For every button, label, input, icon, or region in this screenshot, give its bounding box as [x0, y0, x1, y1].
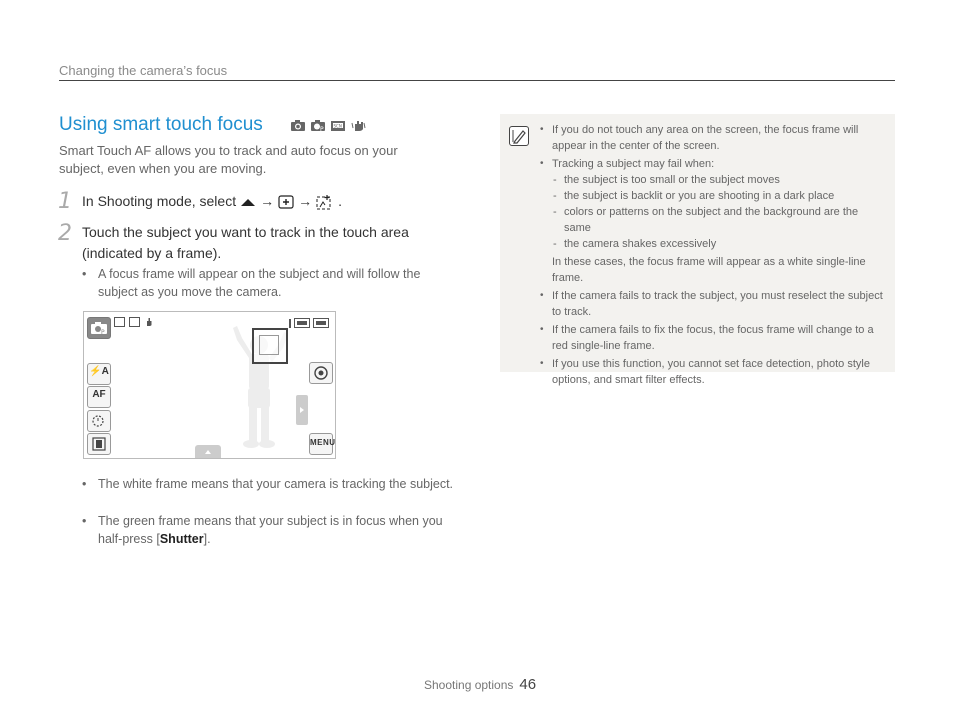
shutter-key: Shutter: [159, 532, 204, 546]
dual-is-icon: [350, 119, 366, 132]
svg-text:SCN: SCN: [333, 123, 342, 129]
note-item: • If the camera fails to track the subject, you must reselect the subject to track.: [540, 290, 883, 318]
af-button[interactable]: [87, 386, 111, 408]
step-2-text: Touch the subject you want to track in the touch area (indicated by a frame).: [82, 224, 409, 261]
step-1-arrow-1: →: [260, 193, 275, 209]
size-icon: [114, 317, 125, 327]
footer-label: Shooting options: [424, 678, 514, 692]
program-icon: [310, 119, 326, 132]
intro-text: Smart Touch AF allows you to track and auto focus on your subject, even when you are moving.: [59, 143, 398, 176]
card-indicator-icon: [289, 319, 291, 328]
note-item: • Tracking a subject may fail when: - the subject is too small or the subject moves - the subject is backlit or you are shooting in a dark place - colors or patterns on the subject and the background are the same - the camera shakes excessively In these cases, the focus frame will appear as a white single-line frame.: [538, 156, 886, 286]
white-frame-text: The white frame means that your camera is tracking the subject.: [98, 477, 454, 491]
step-number-1: 1: [58, 189, 72, 214]
menu-button[interactable]: [309, 433, 336, 455]
note-box: [500, 114, 895, 386]
smart-filter-button[interactable]: [309, 362, 333, 384]
chevron-up-icon: [195, 445, 221, 458]
breadcrumb: Changing the camera’s focus: [59, 63, 228, 78]
step-1-arrow-2: →: [298, 193, 313, 209]
note-sub-item: - colors or patterns on the subject and the background are the same: [553, 206, 859, 234]
note-item: • If you use this function, you cannot set face detection, photo style options, and smart filter effects.: [540, 358, 870, 386]
step-2-bullet: [82, 265, 442, 301]
step-1-end: .: [338, 193, 342, 209]
white-frame-bullet: [82, 475, 462, 493]
note-sub-item: - the subject is backlit or you are shooting in a dark place: [553, 190, 835, 202]
note-item: • If the camera fails to fix the focus, the focus frame will change to a red single-line frame.: [540, 324, 874, 352]
touch-af-icon: [316, 194, 334, 210]
menu-label: MENU: [310, 438, 336, 447]
svg-text:P: P: [320, 126, 324, 132]
expand-tab[interactable]: [296, 395, 308, 425]
quality-icon: [129, 317, 140, 327]
step-1: [82, 191, 342, 212]
dual-is-icon: [144, 317, 154, 327]
flash-button[interactable]: [87, 363, 111, 385]
battery-status: [289, 318, 329, 328]
bullet-dot: •: [82, 514, 87, 528]
filter-icon: [310, 363, 332, 383]
display-button[interactable]: [87, 433, 111, 455]
focus-frame: [252, 328, 288, 364]
step-2-bullet-text: A focus frame will appear on the subject and will follow the subject as you move the camera.: [98, 267, 421, 299]
plus-box-icon: [278, 195, 294, 209]
shooting-mode-button[interactable]: [87, 317, 111, 339]
memory-icon: [294, 318, 310, 328]
chevron-right-icon: [296, 395, 308, 425]
step-1-text: In Shooting mode, select: [82, 193, 237, 209]
timer-icon: [88, 411, 110, 431]
green-frame-text: The green frame means that your subject is in focus when you half-press [Shutter].: [98, 514, 443, 546]
step-number-2: 2: [58, 221, 72, 246]
af-label: AF: [92, 389, 106, 400]
note-item: • If you do not touch any area on the screen, the focus frame will appear in the center of the screen.: [540, 124, 859, 152]
note-icon: [509, 126, 529, 146]
bullet-dot: •: [82, 477, 87, 491]
camera-icon: [290, 119, 306, 132]
page-number: 46: [519, 676, 537, 693]
note-list: [538, 122, 886, 390]
page-footer: [424, 676, 536, 693]
note-sub-item: - the camera shakes excessively: [553, 238, 717, 250]
bullet-dot: •: [82, 267, 87, 281]
timer-button[interactable]: [87, 410, 111, 432]
status-icons: [114, 317, 154, 327]
note-sub-note: In these cases, the focus frame will appear as a white single-line frame.: [552, 256, 866, 284]
green-frame-bullet: [82, 512, 462, 548]
flash-label: ⚡A: [89, 366, 109, 377]
bottom-tab[interactable]: [195, 445, 221, 458]
display-icon: [88, 434, 110, 454]
program-icon: [88, 318, 110, 338]
camera-screen-illustration: [83, 311, 336, 459]
mode-icons: [290, 119, 366, 132]
battery-icon: [313, 318, 329, 328]
header-divider: [59, 80, 895, 81]
scene-icon: [330, 119, 346, 132]
svg-text:P: P: [101, 329, 105, 336]
section-title: Using smart touch focus: [59, 114, 263, 135]
up-arrow-icon: [240, 196, 256, 208]
note-sub-item: - the subject is too small or the subject moves: [553, 174, 780, 186]
